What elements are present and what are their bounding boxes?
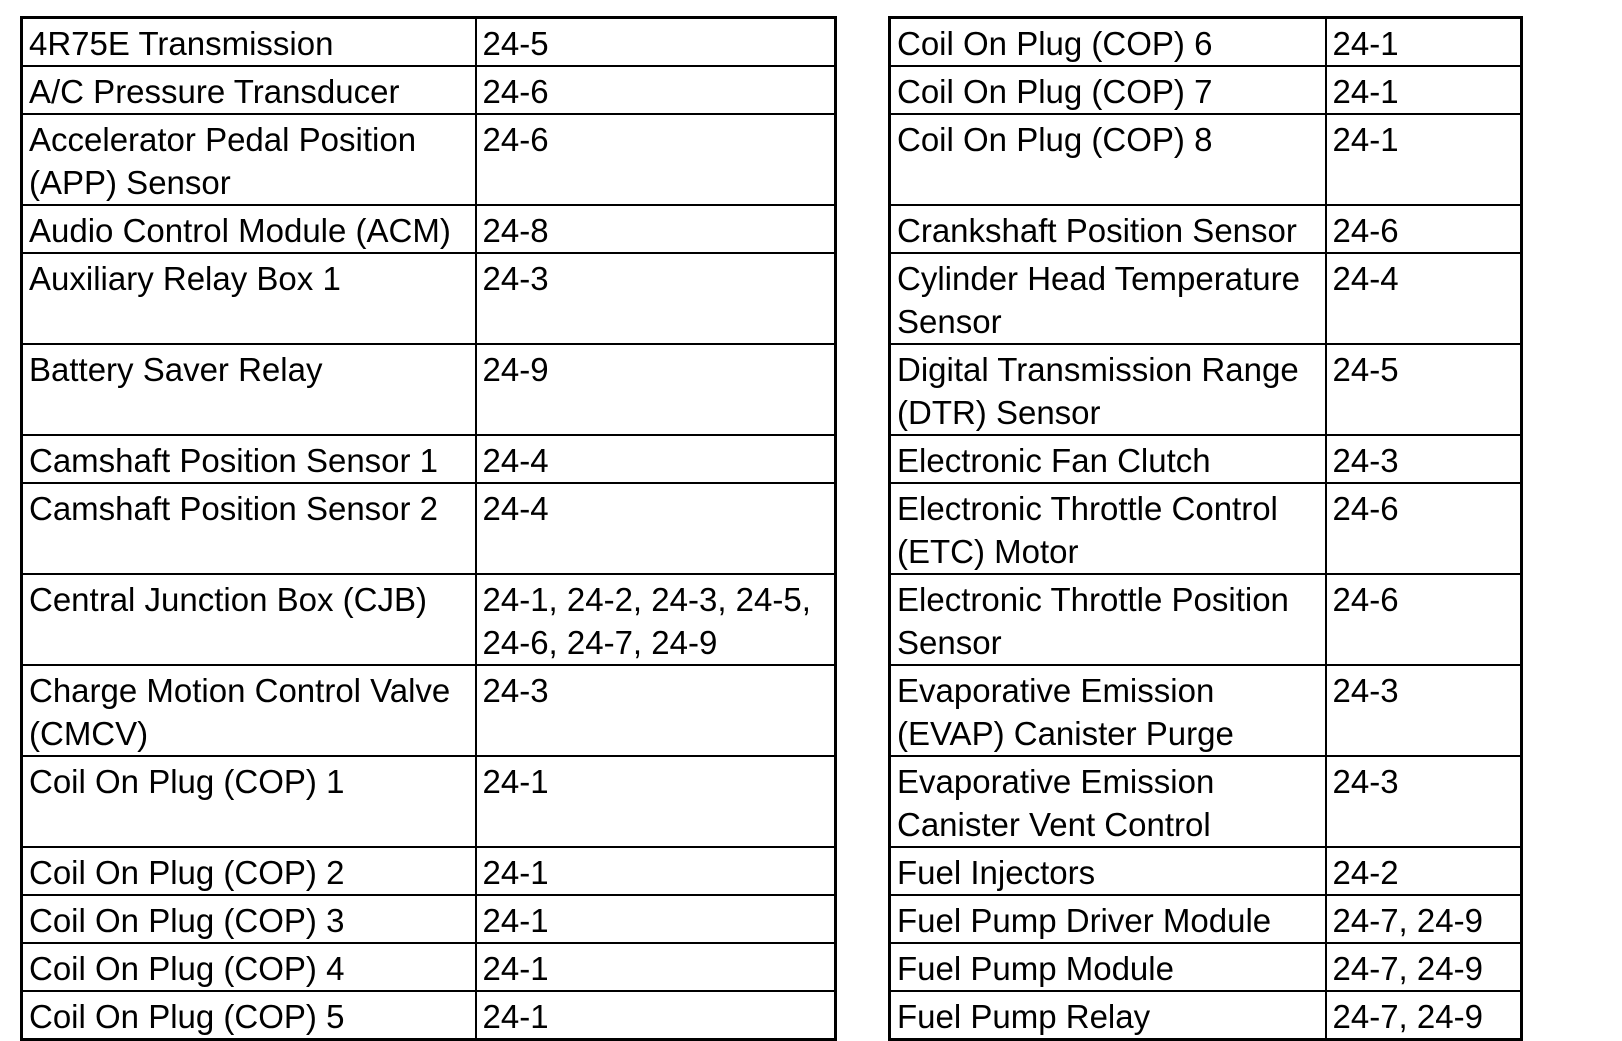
component-name: Electronic Throttle Control (ETC) Motor — [890, 483, 1326, 574]
component-row — [22, 574, 836, 665]
component-name: A/C Pressure Transducer — [22, 66, 476, 114]
component-index-table-left — [20, 16, 837, 1041]
component-row — [22, 665, 836, 756]
component-row — [890, 991, 1522, 1040]
component-page-refs: 24-6 — [1326, 483, 1522, 574]
component-row — [22, 943, 836, 991]
component-row — [22, 847, 836, 895]
component-name: Coil On Plug (COP) 1 — [22, 756, 476, 847]
component-page-refs: 24-1 — [476, 895, 836, 943]
component-page-refs: 24-1, 24-2, 24-3, 24-5, 24-6, 24-7, 24-9 — [476, 574, 836, 665]
component-page-refs: 24-1 — [1326, 114, 1522, 205]
component-page-refs: 24-7, 24-9 — [1326, 943, 1522, 991]
component-page-refs: 24-8 — [476, 205, 836, 253]
component-row — [890, 435, 1522, 483]
component-page-refs: 24-3 — [476, 665, 836, 756]
component-page-refs: 24-1 — [476, 991, 836, 1040]
component-name: Evaporative Emission (EVAP) Canister Purge — [890, 665, 1326, 756]
component-row — [890, 253, 1522, 344]
component-row — [890, 943, 1522, 991]
component-page-refs: 24-9 — [476, 344, 836, 435]
component-page-refs: 24-6 — [1326, 205, 1522, 253]
component-name: Camshaft Position Sensor 1 — [22, 435, 476, 483]
component-row — [22, 756, 836, 847]
component-index-right-body — [890, 18, 1522, 1040]
component-name: Coil On Plug (COP) 2 — [22, 847, 476, 895]
component-page-refs: 24-1 — [476, 943, 836, 991]
column-gap — [863, 16, 885, 962]
component-index-left-body — [22, 18, 836, 1040]
component-page-refs: 24-2 — [1326, 847, 1522, 895]
component-row — [890, 756, 1522, 847]
component-page-refs: 24-6 — [476, 114, 836, 205]
component-row — [22, 253, 836, 344]
component-row — [890, 66, 1522, 114]
component-name: Coil On Plug (COP) 5 — [22, 991, 476, 1040]
component-page-refs: 24-7, 24-9 — [1326, 991, 1522, 1040]
component-page-refs: 24-4 — [476, 435, 836, 483]
component-name: Central Junction Box (CJB) — [22, 574, 476, 665]
component-page-refs: 24-3 — [1326, 665, 1522, 756]
component-name: Fuel Pump Driver Module — [890, 895, 1326, 943]
component-page-refs: 24-3 — [1326, 756, 1522, 847]
component-name: Digital Transmission Range (DTR) Sensor — [890, 344, 1326, 435]
component-row — [22, 205, 836, 253]
component-row — [890, 665, 1522, 756]
component-row — [22, 344, 836, 435]
component-name: Audio Control Module (ACM) — [22, 205, 476, 253]
component-name: Fuel Pump Module — [890, 943, 1326, 991]
component-name: Electronic Fan Clutch — [890, 435, 1326, 483]
component-row — [890, 574, 1522, 665]
component-name: Battery Saver Relay — [22, 344, 476, 435]
component-row — [890, 847, 1522, 895]
component-name: Fuel Injectors — [890, 847, 1326, 895]
component-name: Crankshaft Position Sensor — [890, 205, 1326, 253]
component-name: Charge Motion Control Valve (CMCV) — [22, 665, 476, 756]
component-name: Coil On Plug (COP) 4 — [22, 943, 476, 991]
component-name: Accelerator Pedal Position (APP) Sensor — [22, 114, 476, 205]
component-name: Coil On Plug (COP) 8 — [890, 114, 1326, 205]
component-page-refs: 24-1 — [476, 847, 836, 895]
component-row — [22, 895, 836, 943]
component-index-table-right — [888, 16, 1523, 1041]
component-row — [22, 991, 836, 1040]
component-page-refs: 24-5 — [476, 18, 836, 67]
component-row — [890, 344, 1522, 435]
component-page-refs: 24-4 — [1326, 253, 1522, 344]
component-name: Coil On Plug (COP) 3 — [22, 895, 476, 943]
component-page-refs: 24-7, 24-9 — [1326, 895, 1522, 943]
component-name: Fuel Pump Relay — [890, 991, 1326, 1040]
component-page-refs: 24-6 — [1326, 574, 1522, 665]
component-page-refs: 24-3 — [476, 253, 836, 344]
component-row — [890, 114, 1522, 205]
component-name: Auxiliary Relay Box 1 — [22, 253, 476, 344]
component-row — [890, 205, 1522, 253]
component-row — [890, 18, 1522, 67]
component-row — [22, 435, 836, 483]
component-name: Coil On Plug (COP) 6 — [890, 18, 1326, 67]
component-row — [22, 66, 836, 114]
component-page-refs: 24-1 — [1326, 66, 1522, 114]
component-name: Camshaft Position Sensor 2 — [22, 483, 476, 574]
component-row — [22, 18, 836, 67]
component-name: Electronic Throttle Position Sensor — [890, 574, 1326, 665]
component-row — [890, 483, 1522, 574]
component-row — [22, 483, 836, 574]
component-row — [22, 114, 836, 205]
component-name: Evaporative Emission Canister Vent Control — [890, 756, 1326, 847]
component-page-refs: 24-3 — [1326, 435, 1522, 483]
component-row — [890, 895, 1522, 943]
component-name: Coil On Plug (COP) 7 — [890, 66, 1326, 114]
component-page-refs: 24-6 — [476, 66, 836, 114]
component-name: Cylinder Head Temperature Sensor — [890, 253, 1326, 344]
component-page-refs: 24-1 — [476, 756, 836, 847]
component-page-refs: 24-5 — [1326, 344, 1522, 435]
component-page-refs: 24-1 — [1326, 18, 1522, 67]
component-page-refs: 24-4 — [476, 483, 836, 574]
component-name: 4R75E Transmission — [22, 18, 476, 67]
